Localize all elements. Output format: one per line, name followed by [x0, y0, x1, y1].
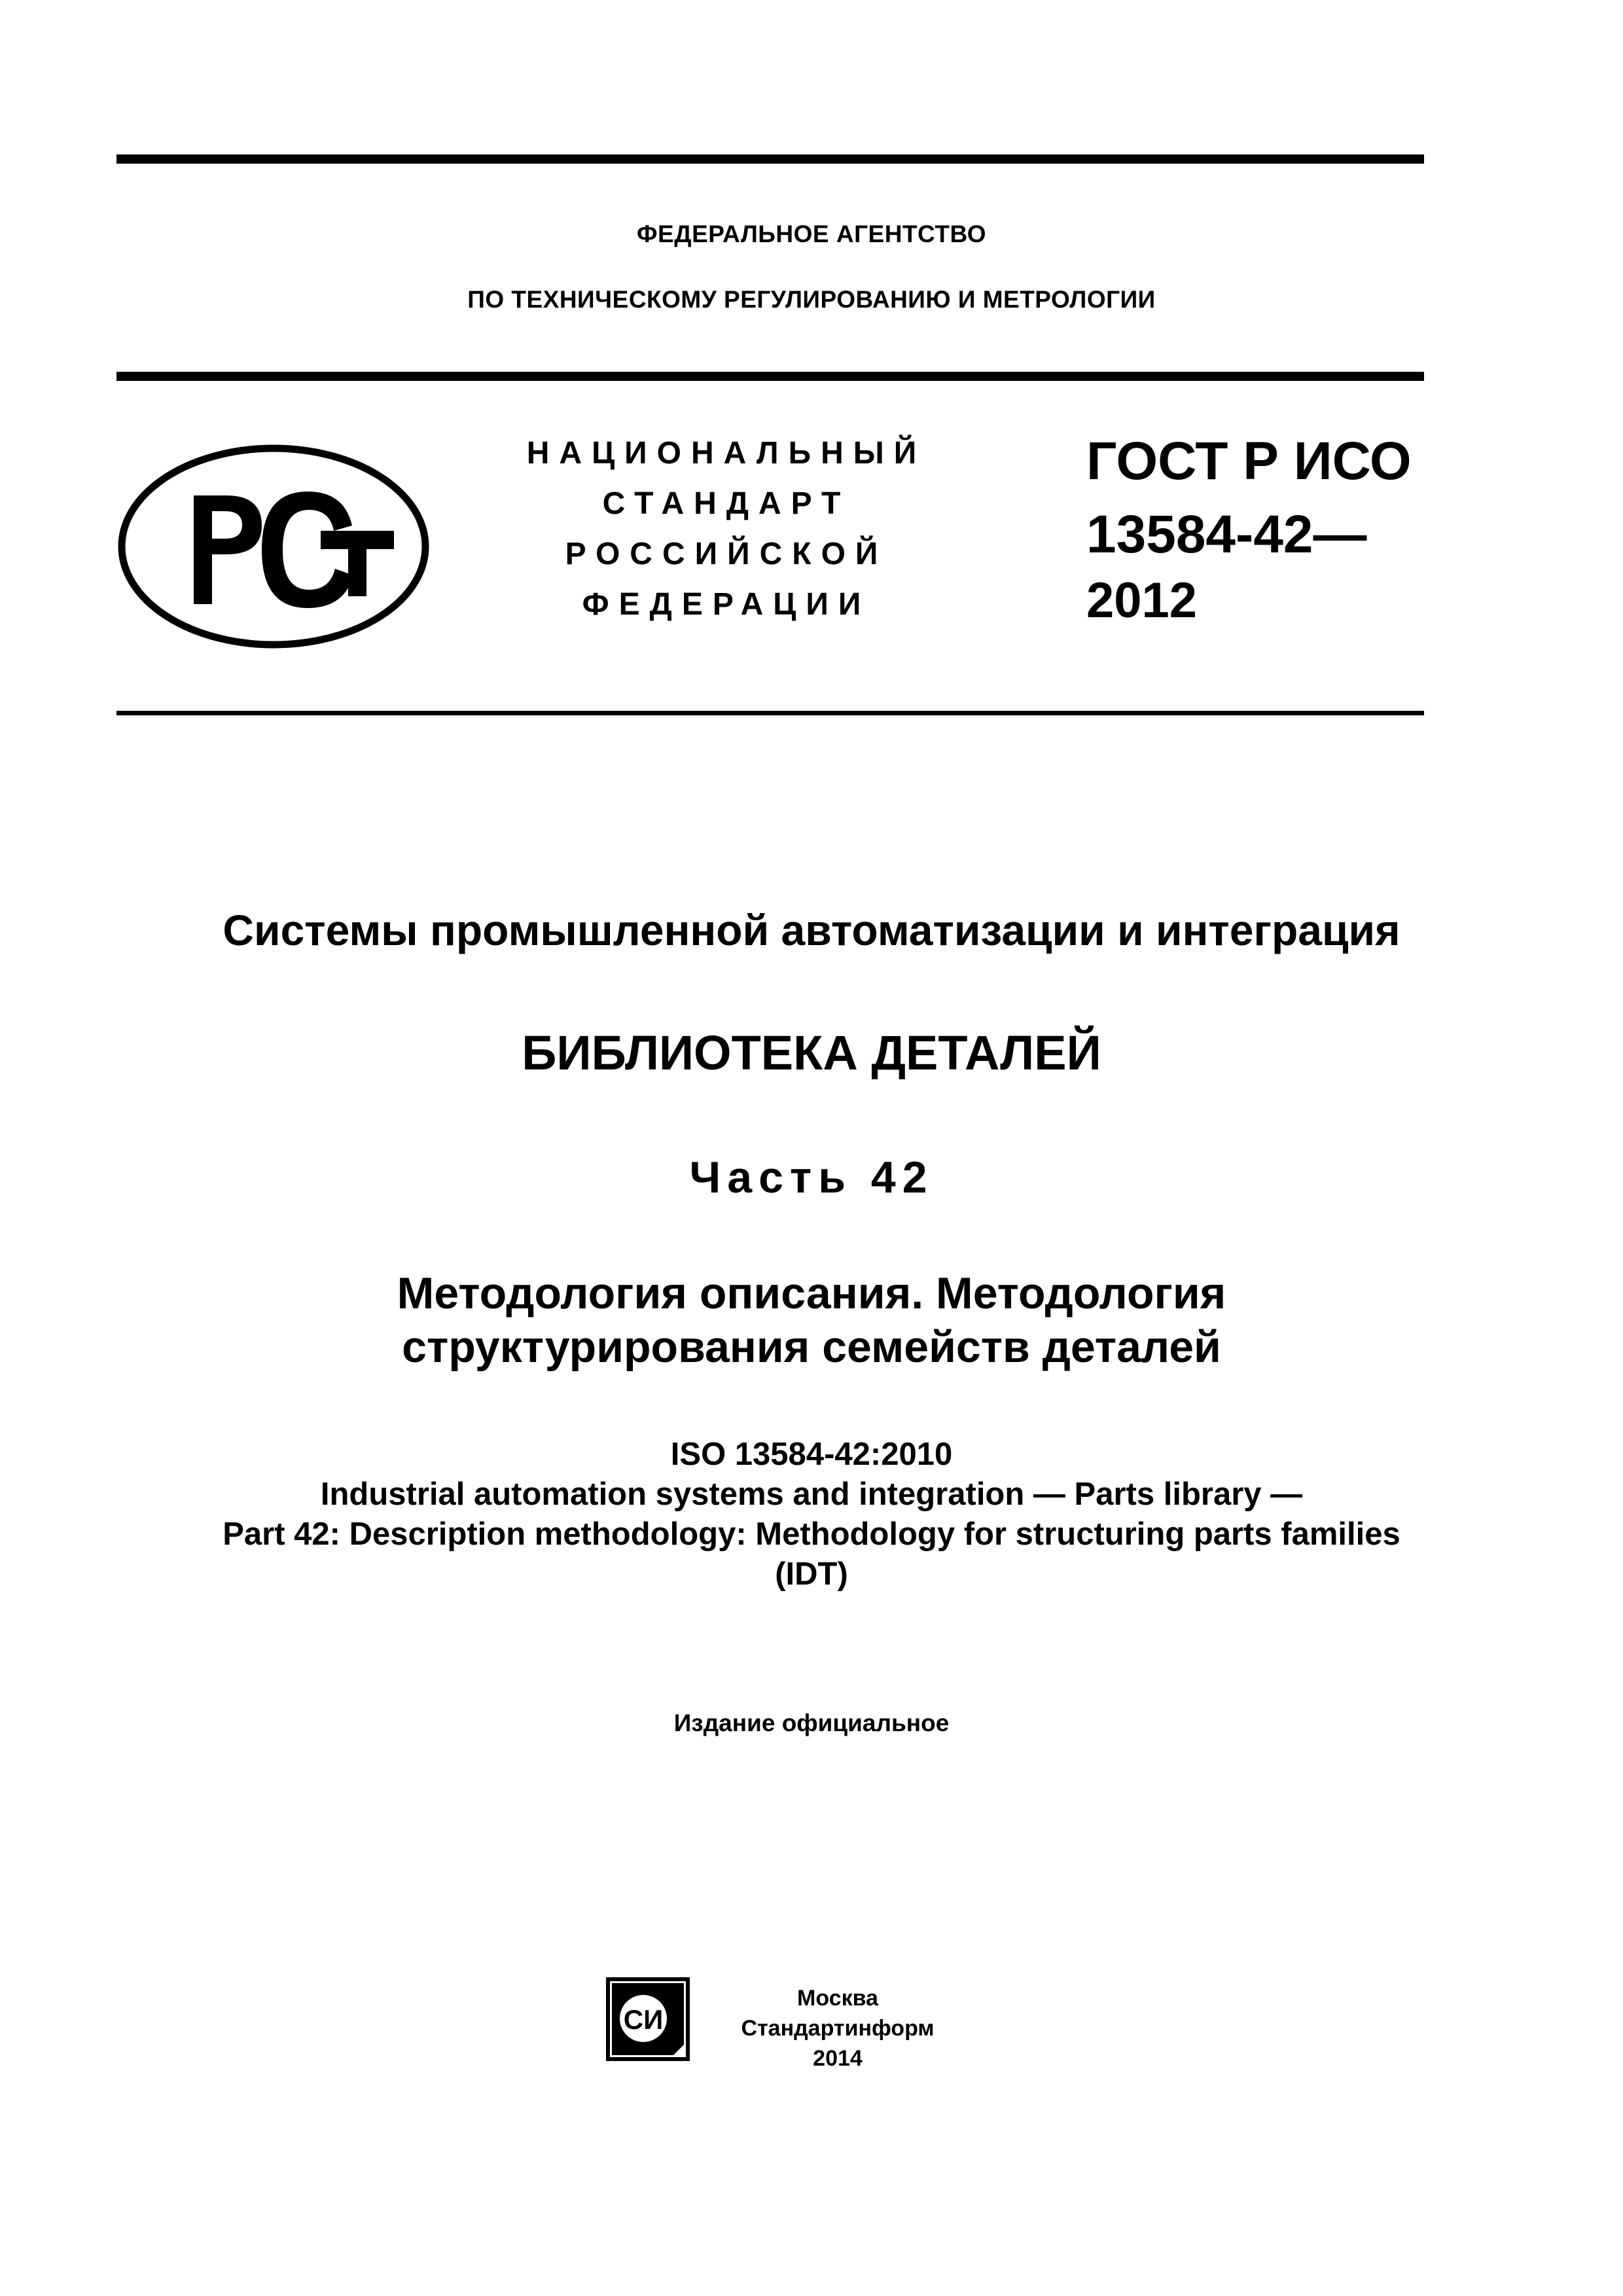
national-standard-line-2: СТАНДАРТ: [602, 486, 851, 521]
header-bottom-rule: [116, 711, 1424, 715]
standartinform-logo-icon: [605, 1977, 690, 2062]
publisher-year: 2014: [813, 2046, 863, 2071]
pct-gost-logo-icon: [116, 442, 431, 651]
top-rule: [116, 154, 1424, 164]
national-standard-line-3: РОССИЙСКОЙ: [565, 537, 888, 571]
edition-label: Издание официальное: [673, 1710, 950, 1736]
designation-line-1: ГОСТ Р ИСО: [1086, 431, 1412, 491]
main-title: БИБЛИОТЕКА ДЕТАЛЕЙ: [522, 1026, 1101, 1080]
national-standard-line-4: ФЕДЕРАЦИИ: [582, 587, 871, 622]
publisher-city: Москва: [797, 1986, 878, 2011]
iso-line-4: (IDT): [775, 1556, 848, 1592]
agency-rule: [116, 372, 1424, 381]
publisher-name: Стандартинформ: [741, 2016, 935, 2041]
national-standard-line-1: НАЦИОНАЛЬНЫЙ: [526, 436, 927, 471]
subtitle-line-1: Методология описания. Методология: [397, 1268, 1226, 1318]
designation-line-3: 2012: [1086, 573, 1198, 628]
iso-line-2: Industrial automation systems and integration — Parts library —: [320, 1477, 1303, 1512]
agency-line-2: ПО ТЕХНИЧЕСКОМУ РЕГУЛИРОВАНИЮ И МЕТРОЛОГИИ: [467, 286, 1156, 313]
series-title: Системы промышленной автоматизации и интеграция: [223, 906, 1400, 954]
iso-line-1: ISO 13584-42:2010: [670, 1437, 953, 1472]
agency-line-1: ФЕДЕРАЛЬНОЕ АГЕНТСТВО: [636, 221, 987, 247]
subtitle-line-2: структурирования семейств деталей: [402, 1322, 1221, 1372]
iso-line-3: Part 42: Description methodology: Methodology for structuring parts families: [223, 1516, 1400, 1552]
part-title: Часть 42: [689, 1153, 934, 1202]
designation-line-2: 13584-42—: [1086, 505, 1367, 564]
standartinform-logo-text: СИ: [623, 2004, 664, 2035]
